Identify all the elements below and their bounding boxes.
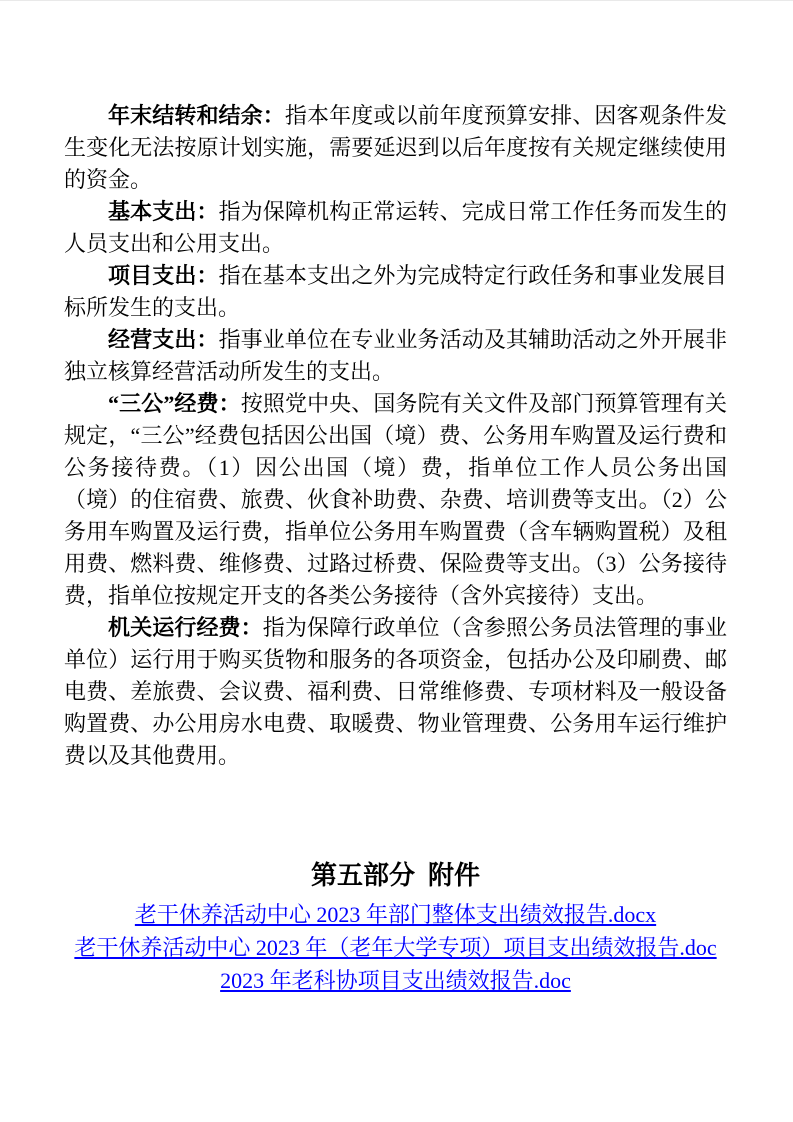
definition-term: “三公”经费： [108, 391, 241, 416]
definition-body: 指在基本支出之外为完成特定行政任务和事业发展目标所发生的支出。 [64, 263, 727, 320]
definition-body: 指本年度或以前年度预算安排、因客观条件发生变化无法按原计划实施，需要延迟到以后年度按有关规定继续使用的资金。 [64, 103, 727, 192]
definition-term: 基本支出： [108, 199, 219, 224]
definition-term: 年末结转和结余： [108, 103, 285, 128]
definition-term: 项目支出： [108, 263, 219, 288]
attachments-list [64, 898, 727, 997]
definition-paragraph [64, 260, 727, 324]
definition-body: 指事业单位在专业业务活动及其辅助活动之外开展非独立核算经营活动所发生的支出。 [64, 327, 727, 384]
definition-body: 指为保障行政单位（含参照公务员法管理的事业单位）运行用于购买货物和服务的各项资金，包括办公及印刷费、邮电费、差旅费、会议费、福利费、日常维修费、专项材料及一般设备购置费、办公用房水电费、取暖费、物业管理费、公务用车运行维护费以及其他费用。 [64, 615, 727, 768]
attachment-link-science-association-project-report[interactable]: 2023 年老科协项目支出绩效报告.doc [220, 968, 571, 993]
definition-paragraph [64, 324, 727, 388]
attachment-link-overall-expenditure-report[interactable]: 老干休养活动中心 2023 年部门整体支出绩效报告.docx [134, 902, 657, 927]
definition-term: 经营支出： [108, 327, 219, 352]
definition-paragraph [64, 196, 727, 260]
definition-body: 指为保障机构正常运转、完成日常工作任务而发生的人员支出和公用支出。 [64, 199, 727, 256]
section-heading-part5-attachments: 第五部分 附件 [310, 861, 480, 890]
attachment-link-senior-university-project-report[interactable]: 老干休养活动中心 2023 年（老年大学专项）项目支出绩效报告.doc [74, 935, 717, 960]
attachment-row [64, 898, 727, 931]
definition-paragraph [64, 612, 727, 772]
attachment-row [64, 931, 727, 964]
definition-paragraph [64, 100, 727, 196]
definition-paragraph [64, 388, 727, 612]
definition-body: 按照党中央、国务院有关文件及部门预算管理有关规定，“三公”经费包括因公出国（境）费、公务用车购置及运行费和公务接待费。（1）因公出国（境）费，指单位工作人员公务出国（境）的住宿费、旅费、伙食补助费、杂费、培训费等支出。（2）公务用车购置及运行费，指单位公务用车购置费（含车辆购置税）及租用费、燃料费、维修费、过路过桥费、保险费等支出。（3）公务接待费，指单位按规定开支的各类公务接待（含外宾接待）支出。 [64, 391, 727, 608]
definition-term: 机关运行经费： [108, 615, 263, 640]
attachment-row [64, 964, 727, 997]
